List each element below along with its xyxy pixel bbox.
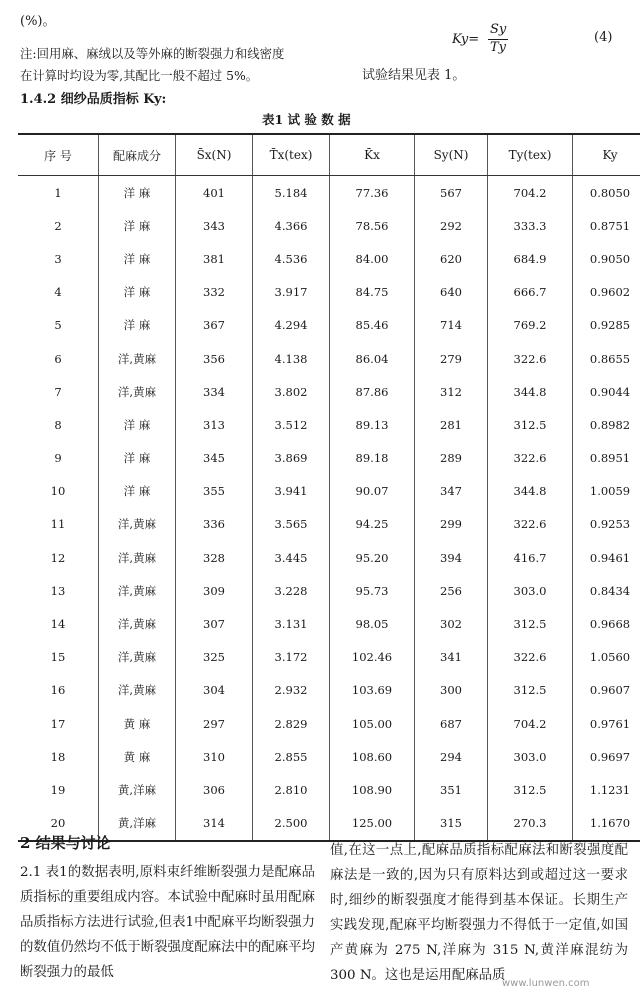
body-paragraph-right: 值,在这一点上,配麻品质指标配麻法和断裂强度配麻法是一致的,因为只有原料达到或超过这一要求时,细纱的断裂强度才能得到基本保证。长期生产实践发现,配麻平均断裂强力不得低于一定值,如国产黄麻为 275 N,洋麻为 315 N,黄洋麻混纺为 300 N。这也是运用配麻品质	[330, 843, 628, 983]
table-cell: 4.138	[253, 342, 330, 375]
data-table	[18, 133, 640, 842]
table-cell: 84.00	[330, 242, 415, 275]
table-cell: 345	[176, 442, 253, 475]
table-cell: 336	[176, 508, 253, 541]
table-cell: 洋 麻	[99, 276, 176, 309]
table-row	[18, 309, 640, 342]
table-cell: 0.8655	[573, 342, 640, 375]
col-header: Ky	[573, 134, 640, 176]
table-cell: 769.2	[488, 309, 573, 342]
table-cell: 314	[176, 807, 253, 841]
table-cell: 3.917	[253, 276, 330, 309]
table-cell: 18	[50, 749, 66, 764]
table-cell: 17	[50, 716, 66, 731]
table-cell: 1	[54, 185, 62, 200]
table-cell: 3.445	[253, 541, 330, 574]
table-cell: 洋 麻	[99, 408, 176, 441]
table-cell: 78.56	[330, 209, 415, 242]
section-title: 2 结果与讨论	[20, 834, 111, 852]
table-cell: 95.73	[330, 574, 415, 607]
table-cell: 105.00	[330, 707, 415, 740]
col-header: S̄x(N)	[176, 134, 253, 176]
table-cell: 0.8951	[573, 442, 640, 475]
table-cell: 315	[415, 807, 488, 841]
table-cell: 0.8434	[573, 574, 640, 607]
note-line-1: 注:回用麻、麻绒以及等外麻的断裂强力和线密度	[20, 46, 285, 61]
table-cell: 328	[176, 541, 253, 574]
table-cell: 332	[176, 276, 253, 309]
table-cell: 4.294	[253, 309, 330, 342]
table-cell: 125.00	[330, 807, 415, 841]
table-row	[18, 442, 640, 475]
table-cell: 4	[54, 285, 62, 300]
table-cell: 313	[176, 408, 253, 441]
table-cell: 0.9668	[573, 607, 640, 640]
table-cell: 294	[415, 740, 488, 773]
table-cell: 684.9	[488, 242, 573, 275]
table-cell: 洋 麻	[99, 442, 176, 475]
table-cell: 401	[176, 176, 253, 210]
table-cell: 20	[50, 816, 66, 831]
table-cell: 洋 麻	[99, 309, 176, 342]
table-cell: 3.172	[253, 641, 330, 674]
table-cell: 0.9050	[573, 242, 640, 275]
table-cell: 洋 麻	[99, 176, 176, 210]
table-cell: 86.04	[330, 342, 415, 375]
table-row	[18, 674, 640, 707]
table-cell: 4.536	[253, 242, 330, 275]
table-cell: 4.366	[253, 209, 330, 242]
table-cell: 303.0	[488, 574, 573, 607]
table-row	[18, 276, 640, 309]
table-cell: 3.512	[253, 408, 330, 441]
table-body	[18, 176, 640, 841]
table-row	[18, 707, 640, 740]
table-cell: 356	[176, 342, 253, 375]
table-cell: 9	[54, 451, 62, 466]
table-cell: 13	[50, 583, 66, 598]
table-cell: 7	[54, 384, 62, 399]
table-cell: 2.810	[253, 773, 330, 806]
table-cell: 367	[176, 309, 253, 342]
table-row	[18, 541, 640, 574]
table-cell: 108.60	[330, 740, 415, 773]
table-cell: 292	[415, 209, 488, 242]
table-cell: 270.3	[488, 807, 573, 841]
table-cell: 347	[415, 475, 488, 508]
table-cell: 1.0059	[573, 475, 640, 508]
table-cell: 344.8	[488, 475, 573, 508]
table-cell: 344.8	[488, 375, 573, 408]
table-row	[18, 176, 640, 210]
table-cell: 98.05	[330, 607, 415, 640]
table-cell: 洋 麻	[99, 209, 176, 242]
table-cell: 312.5	[488, 408, 573, 441]
table-cell: 0.9602	[573, 276, 640, 309]
table-cell: 14	[50, 617, 66, 632]
table-cell: 3.869	[253, 442, 330, 475]
table-cell: 2.932	[253, 674, 330, 707]
table-cell: 312.5	[488, 607, 573, 640]
table-cell: 1.1670	[573, 807, 640, 841]
table-cell: 640	[415, 276, 488, 309]
table-cell: 6	[54, 351, 62, 366]
table-cell: 0.8050	[573, 176, 640, 210]
col-header: K̄x	[330, 134, 415, 176]
table-header-row	[18, 134, 640, 176]
table-row	[18, 641, 640, 674]
table-cell: 87.86	[330, 375, 415, 408]
table-cell: 0.9253	[573, 508, 640, 541]
table-cell: 334	[176, 375, 253, 408]
table-row	[18, 807, 640, 841]
table-cell: 416.7	[488, 541, 573, 574]
table-cell: 108.90	[330, 773, 415, 806]
col-header: 配麻成分	[99, 134, 176, 176]
body-paragraph-left: 2.1 表1的数据表明,原料束纤维断裂强力是配麻品质指标的重要组成内容。本试验中配麻时虽用配麻品质指标方法进行试验,但表1中配麻平均断裂强力的数值仍然均不低于断裂强度配麻法中的配麻平均断裂强力的最低	[20, 865, 315, 980]
col-header: 序 号	[18, 134, 99, 176]
table-cell: 3.565	[253, 508, 330, 541]
table-cell: 300	[415, 674, 488, 707]
table-cell: 297	[176, 707, 253, 740]
table-cell: 5.184	[253, 176, 330, 210]
table-cell: 黄,洋麻	[99, 807, 176, 841]
table-cell: 567	[415, 176, 488, 210]
table-cell: 394	[415, 541, 488, 574]
table-cell: 279	[415, 342, 488, 375]
table-cell: 洋,黄麻	[99, 541, 176, 574]
table-row	[18, 342, 640, 375]
table-cell: 303.0	[488, 740, 573, 773]
table-cell: 304	[176, 674, 253, 707]
table-cell: 343	[176, 209, 253, 242]
table-cell: 19	[50, 782, 66, 797]
table-cell: 2.855	[253, 740, 330, 773]
table-cell: 3	[54, 251, 62, 266]
formula-lhs: Ky=	[452, 32, 480, 47]
table-cell: 302	[415, 607, 488, 640]
table-cell: 89.18	[330, 442, 415, 475]
table-row	[18, 740, 640, 773]
table-cell: 10	[50, 484, 66, 499]
table-cell: 322.6	[488, 641, 573, 674]
table-row	[18, 375, 640, 408]
table-cell: 322.6	[488, 442, 573, 475]
table-cell: 687	[415, 707, 488, 740]
table-cell: 310	[176, 740, 253, 773]
table-cell: 95.20	[330, 541, 415, 574]
table-cell: 312.5	[488, 773, 573, 806]
table-cell: 15	[50, 650, 66, 665]
table-cell: 620	[415, 242, 488, 275]
table-cell: 2	[54, 218, 62, 233]
table-cell: 89.13	[330, 408, 415, 441]
table-cell: 103.69	[330, 674, 415, 707]
table-cell: 5	[54, 318, 62, 333]
table-row	[18, 242, 640, 275]
table-cell: 351	[415, 773, 488, 806]
results-text: 试验结果见表 1。	[362, 68, 466, 83]
table-cell: 102.46	[330, 641, 415, 674]
table-cell: 洋 麻	[99, 242, 176, 275]
table-cell: 77.36	[330, 176, 415, 210]
table-cell: 8	[54, 417, 62, 432]
table-cell: 281	[415, 408, 488, 441]
col-header: Sy(N)	[415, 134, 488, 176]
table-cell: 0.9461	[573, 541, 640, 574]
formula-ky	[452, 22, 522, 56]
table-cell: 322.6	[488, 342, 573, 375]
table-cell: 307	[176, 607, 253, 640]
table-cell: 3.131	[253, 607, 330, 640]
table-cell: 0.9761	[573, 707, 640, 740]
equation-number: (4)	[594, 30, 613, 45]
table-cell: 341	[415, 641, 488, 674]
watermark: www.lunwen.com	[502, 978, 590, 989]
section-heading-142: 1.4.2 细纱品质指标 Ky:	[20, 92, 167, 107]
table-row	[18, 773, 640, 806]
table-cell: 714	[415, 309, 488, 342]
table-cell: 洋 麻	[99, 475, 176, 508]
col-header: T̄x(tex)	[253, 134, 330, 176]
percent-line: (%)。	[20, 14, 56, 29]
table-cell: 0.9044	[573, 375, 640, 408]
table-row	[18, 574, 640, 607]
table-cell: 洋,黄麻	[99, 641, 176, 674]
table-cell: 洋,黄麻	[99, 574, 176, 607]
note-line-2: 在计算时均设为零,其配比一般不超过 5%。	[20, 68, 259, 83]
table-cell: 312	[415, 375, 488, 408]
table-cell: 12	[50, 550, 66, 565]
table-cell: 1.0560	[573, 641, 640, 674]
table-cell: 1.1231	[573, 773, 640, 806]
table-cell: 325	[176, 641, 253, 674]
table-cell: 322.6	[488, 508, 573, 541]
table-cell: 381	[176, 242, 253, 275]
table-cell: 洋,黄麻	[99, 342, 176, 375]
table-row	[18, 508, 640, 541]
table-cell: 2.829	[253, 707, 330, 740]
table-row	[18, 475, 640, 508]
table-cell: 289	[415, 442, 488, 475]
table-cell: 黄 麻	[99, 740, 176, 773]
table-cell: 0.9285	[573, 309, 640, 342]
table-row	[18, 209, 640, 242]
table-caption: 表1 试 验 数 据	[262, 112, 351, 127]
col-header: Ty(tex)	[488, 134, 573, 176]
table-cell: 洋,黄麻	[99, 508, 176, 541]
table-cell: 0.9607	[573, 674, 640, 707]
table-cell: 84.75	[330, 276, 415, 309]
table-cell: 11	[50, 517, 66, 532]
table-cell: 3.941	[253, 475, 330, 508]
table-cell: 0.8751	[573, 209, 640, 242]
table-cell: 704.2	[488, 707, 573, 740]
table-cell: 3.228	[253, 574, 330, 607]
table-cell: 2.500	[253, 807, 330, 841]
table-cell: 85.46	[330, 309, 415, 342]
table-cell: 312.5	[488, 674, 573, 707]
table-row	[18, 408, 640, 441]
formula-denominator: Ty	[490, 40, 507, 55]
table-cell: 洋,黄麻	[99, 607, 176, 640]
table-cell: 黄,洋麻	[99, 773, 176, 806]
table-cell: 16	[50, 683, 66, 698]
table-cell: 洋,黄麻	[99, 375, 176, 408]
table-cell: 94.25	[330, 508, 415, 541]
table-cell: 黄 麻	[99, 707, 176, 740]
table-cell: 0.8982	[573, 408, 640, 441]
table-cell: 90.07	[330, 475, 415, 508]
table-cell: 0.9697	[573, 740, 640, 773]
table-cell: 3.802	[253, 375, 330, 408]
table-cell: 299	[415, 508, 488, 541]
table-cell: 666.7	[488, 276, 573, 309]
table-cell: 333.3	[488, 209, 573, 242]
table-row	[18, 607, 640, 640]
table-cell: 309	[176, 574, 253, 607]
table-cell: 704.2	[488, 176, 573, 210]
table-cell: 洋,黄麻	[99, 674, 176, 707]
table-cell: 306	[176, 773, 253, 806]
table-cell: 256	[415, 574, 488, 607]
table-cell: 355	[176, 475, 253, 508]
formula-numerator: Sy	[490, 22, 507, 37]
